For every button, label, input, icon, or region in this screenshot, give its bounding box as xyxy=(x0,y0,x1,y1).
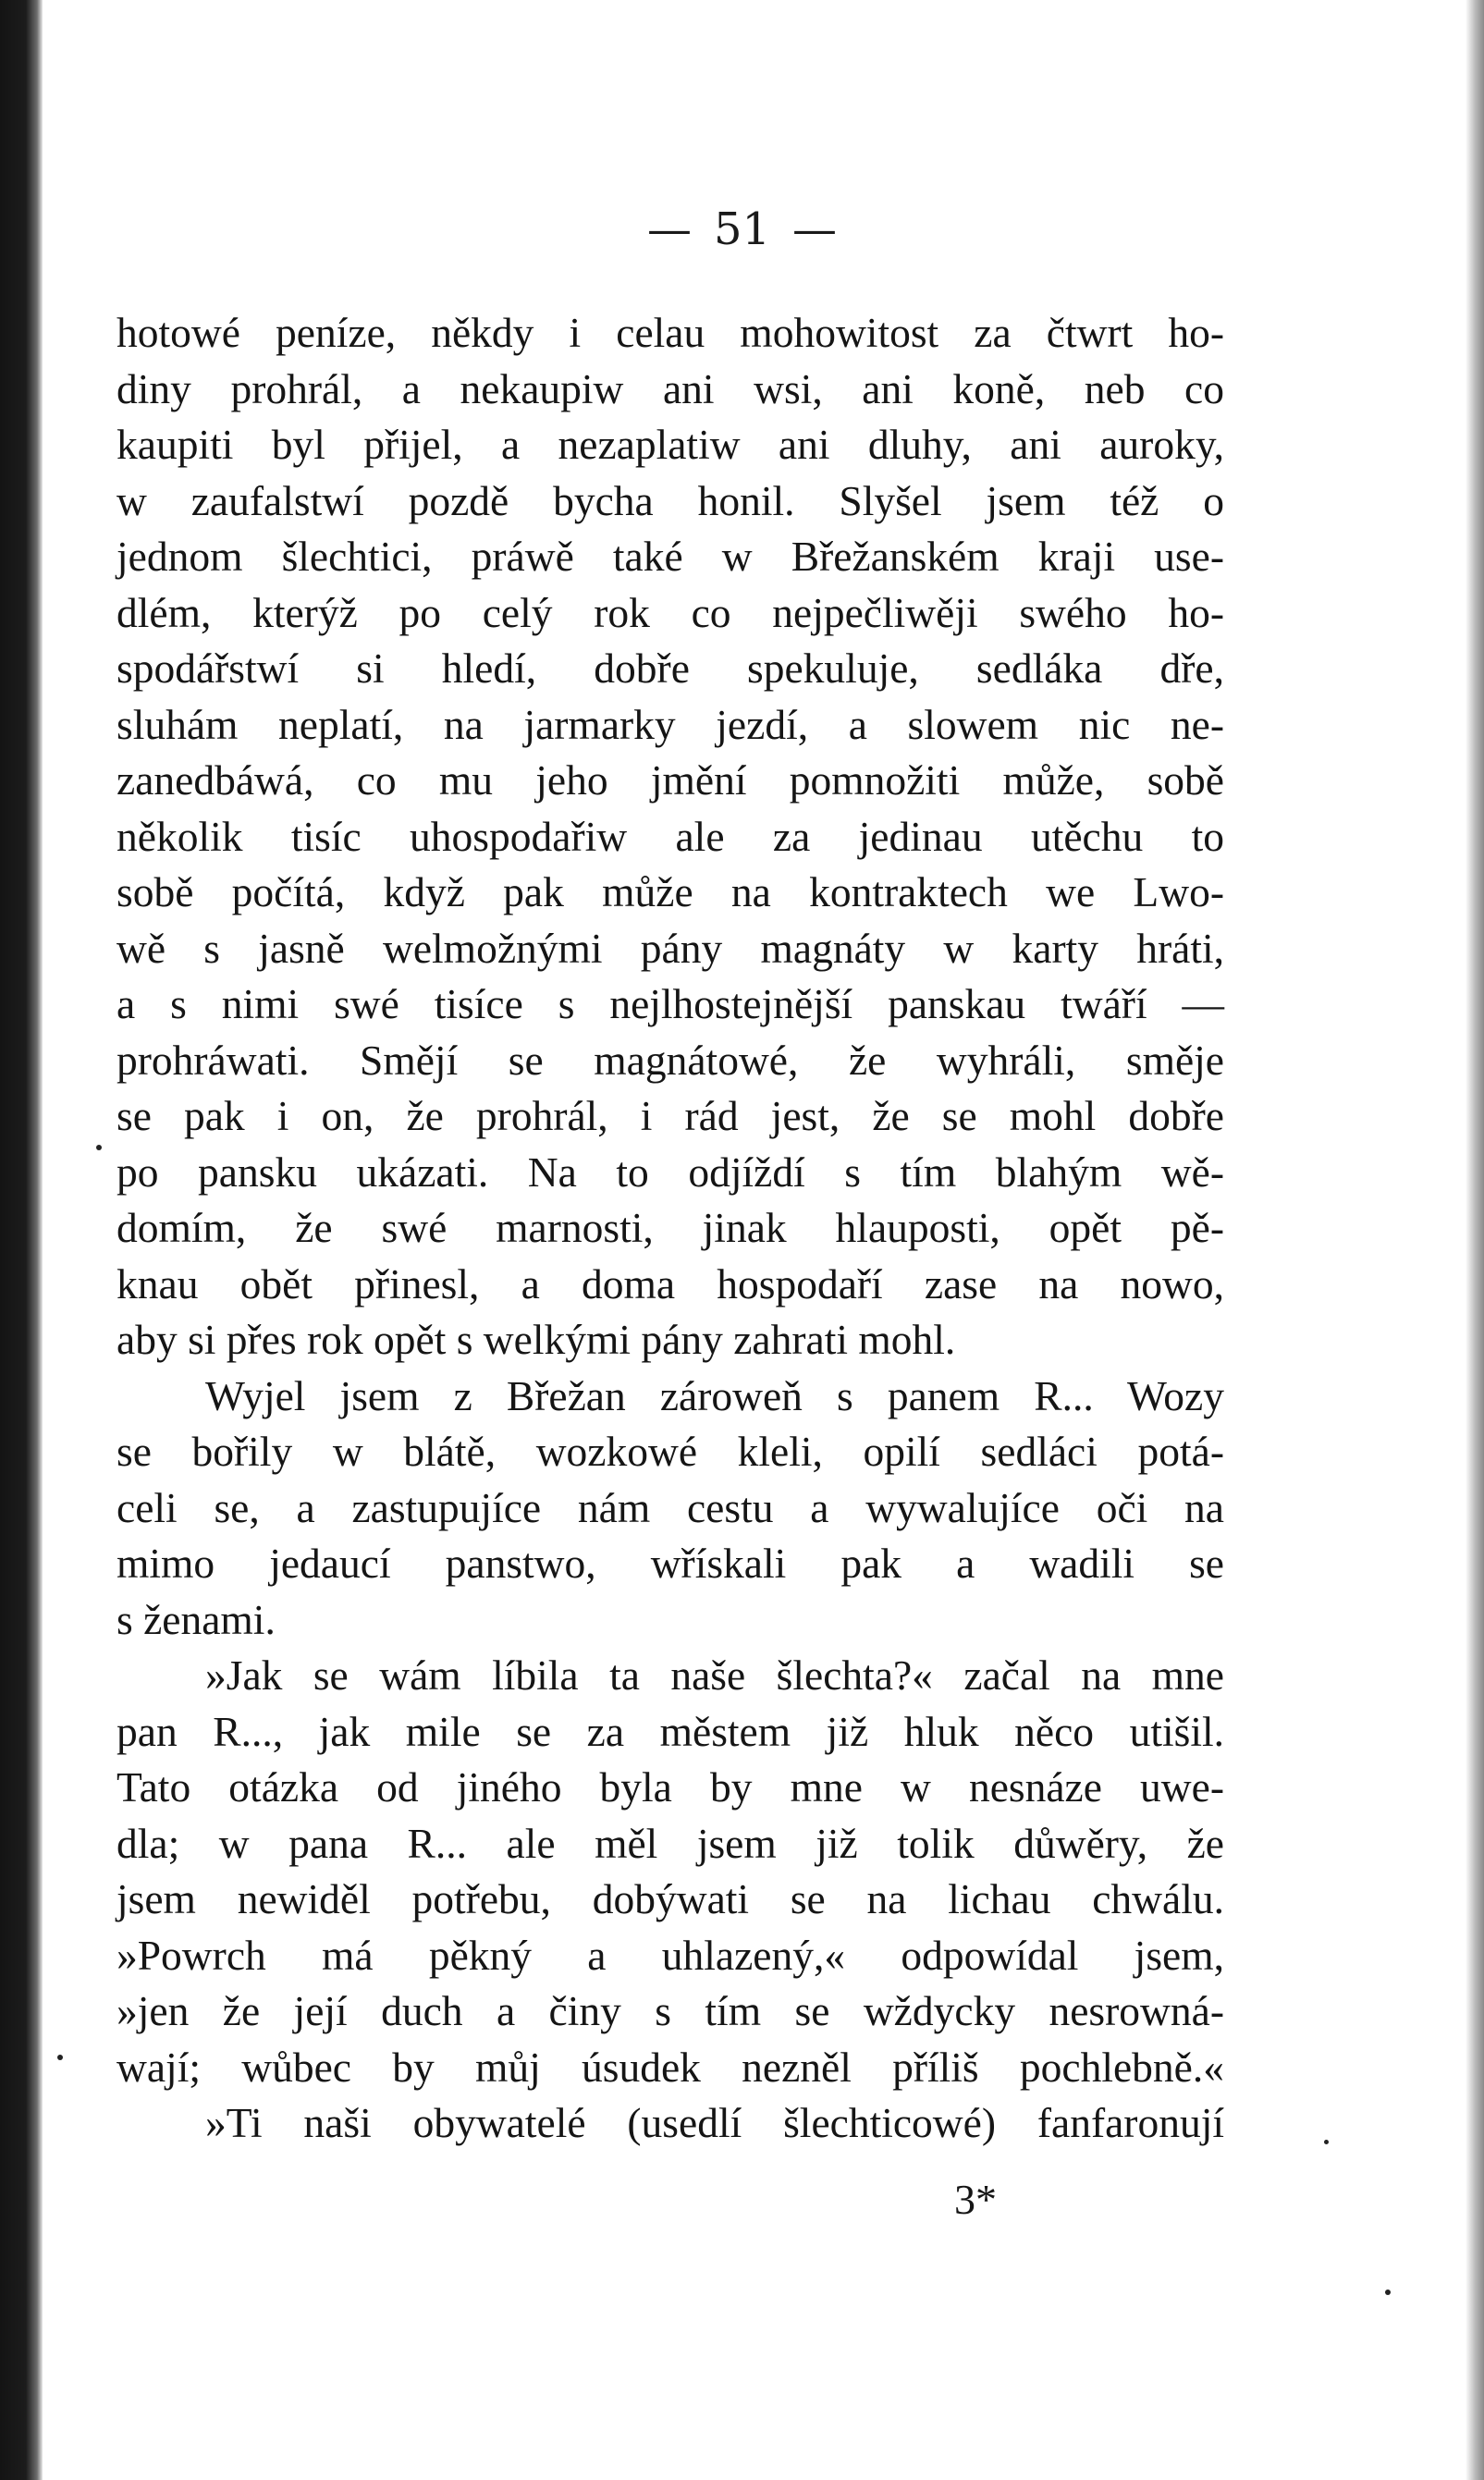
page-number: 51 xyxy=(713,203,771,255)
scan-speck xyxy=(57,2055,63,2060)
text-line: pan R..., jak mile se za městem již hluk něco utišil. xyxy=(117,1707,1224,1755)
text-line: »Powrch má pěkný a uhlazený,« odpowídal jsem, xyxy=(117,1931,1224,1979)
text-line: spodářstwí si hledí, dobře spekuluje, sedláka dře, xyxy=(117,645,1224,692)
scan-speck xyxy=(1385,2290,1391,2295)
text-line: jsem newiděl potřebu, dobýwati se na lichau chwálu. xyxy=(117,1875,1224,1922)
text-line: hotowé peníze, někdy i celau mohowitost za čtwrt ho- xyxy=(117,309,1224,356)
text-line: celi se, a zastupujíce nám cestu a wywalujíce oči na xyxy=(117,1483,1224,1531)
text-line: dlém, kterýž po celý rok co nejpečliwěji swého ho- xyxy=(117,588,1224,636)
text-line: kaupiti byl přijel, a nezaplatiw ani dluhy, ani auroky, xyxy=(117,421,1224,468)
text-line: zanedbáwá, co mu jeho jmění pomnožiti může, sobě xyxy=(117,756,1224,804)
text-line: sobě počítá, když pak může na kontraktech we Lwo- xyxy=(117,868,1224,915)
scan-speck xyxy=(96,1145,102,1150)
text-line: w zaufalstwí pozdě bycha honil. Slyšel jsem též o xyxy=(117,476,1224,524)
text-line: několik tisíc uhospodařiw ale za jedinau utěchu to xyxy=(117,812,1224,860)
signature-mark: 3* xyxy=(954,2176,997,2223)
text-line: wají; wůbec by můj úsudek nezněl příliš pochlebně.« xyxy=(117,2043,1224,2091)
text-line: diny prohrál, a nekaupiw ani wsi, ani koně, neb co xyxy=(117,364,1224,412)
text-line: wě s jasně welmožnými pány magnáty w karty hráti, xyxy=(117,924,1224,972)
text-line: »jen že její duch a činy s tím se wždycky nesrowná- xyxy=(117,1987,1224,2034)
text-line: »Jak se wám líbila ta naše šlechta?« začal na mne xyxy=(205,1651,1224,1699)
text-line: prohráwati. Smějí se magnátowé, že wyhráli, směje xyxy=(117,1036,1224,1084)
header-dash-right: — xyxy=(792,203,838,255)
page-header xyxy=(0,202,1484,257)
text-line: dla; w pana R... ale měl jsem již tolik důwěry, že xyxy=(117,1819,1224,1867)
text-line: se pak i on, že prohrál, i rád jest, že se mohl dobře xyxy=(117,1092,1224,1139)
book-binding-gutter xyxy=(0,0,43,2480)
text-line: jednom šlechtici, práwě také w Břežanském kraji use- xyxy=(117,533,1224,580)
text-line: aby si přes rok opět s welkými pány zahrati mohl. xyxy=(117,1316,956,1363)
text-line: Tato otázka od jiného byla by mne w nesnáze uwe- xyxy=(117,1763,1224,1811)
page-edge-shadow xyxy=(1466,0,1484,2480)
text-line: domím, že swé marnosti, jinak hlauposti, opět pě- xyxy=(117,1204,1224,1251)
text-line: sluhám neplatí, na jarmarky jezdí, a slowem nic ne- xyxy=(117,700,1224,748)
text-line: knau obět přinesl, a doma hospodaří zase na nowo, xyxy=(117,1259,1224,1308)
text-line: »Ti naši obywatelé (usedlí šlechticowé) fanfaronují xyxy=(205,2099,1224,2146)
text-line: s ženami. xyxy=(117,1595,276,1643)
text-line: mimo jedaucí panstwo, wřískali pak a wadili se xyxy=(117,1540,1224,1587)
header-dash-left: — xyxy=(646,203,692,255)
scan-speck xyxy=(1324,2140,1329,2144)
text-line: a s nimi swé tisíce s nejlhostejnější panskau twáří — xyxy=(117,980,1224,1027)
body-text xyxy=(117,305,1224,2152)
text-line: Wyjel jsem z Břežan zároweň s panem R... Wozy xyxy=(205,1371,1224,1419)
text-line: po pansku ukázati. Na to odjíždí s tím blahým wě- xyxy=(117,1148,1224,1196)
text-line: se bořily w blátě, wozkowé kleli, opilí sedláci potá- xyxy=(117,1428,1224,1475)
